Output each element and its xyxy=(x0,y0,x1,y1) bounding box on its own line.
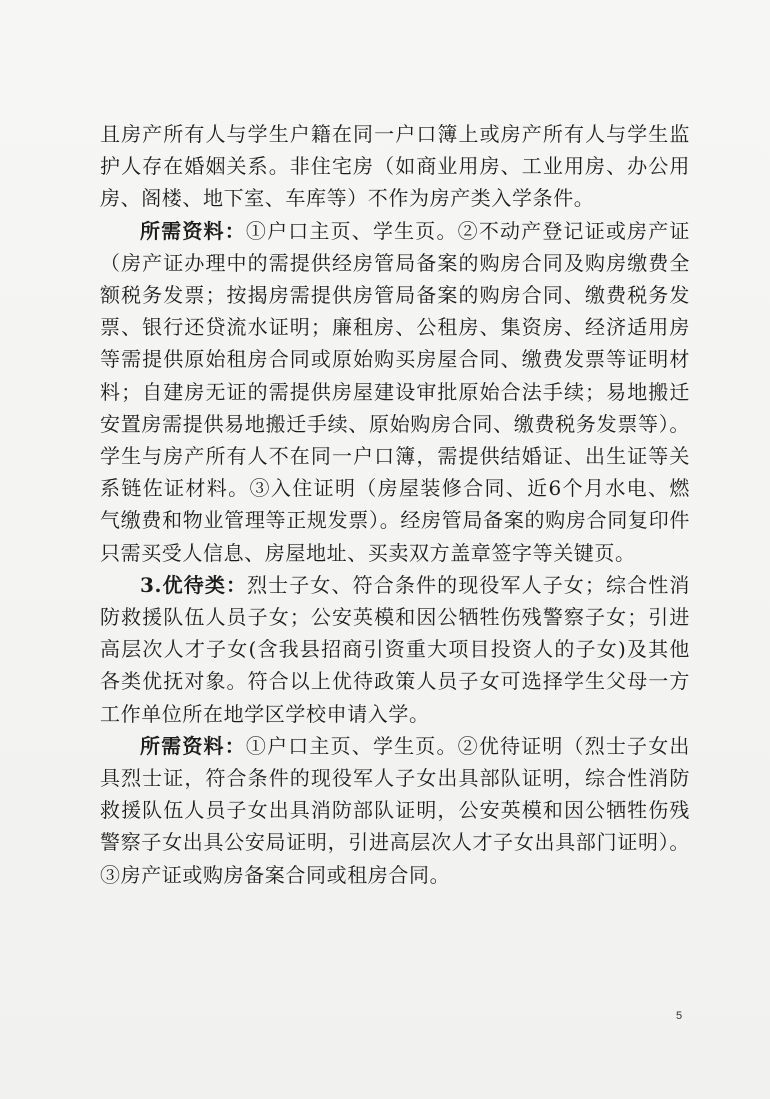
paragraph-text: ①户口主页、学生页。②不动产登记证或房产证（房产证办理中的需提供经房管局备案的购房合同及购房缴费全额税务发票；按揭房需提供房管局备案的购房合同、缴费税务发票、银行还贷流水证明；廉租房、公租房、集资房、经济适用房等需提供原始租房合同或原始购买房屋合同、缴费发票等证明材料；自建房无证的需提供房屋建设审批原始合法手续；易地搬迁安置房需提供易地搬迁手续、原始购房合同、缴费税务发票等）。学生与房产所有人不在同一户口簿，需提供结婚证、出生证等关系链佐证材料。③入住证明（房屋装修合同、近6个月水电、燃气缴费和物业管理等正规发票）。经房管局备案的购房合同复印件只需买受人信息、房屋地址、买卖双方盖章签字等关键页。 xyxy=(100,218,691,565)
paragraph-required-materials-preferential xyxy=(100,730,690,891)
paragraph-text: ①户口主页、学生页。②优待证明（烈士子女出具烈士证，符合条件的现役军人子女出具部队证明，综合性消防救援队伍人员子女出具消防部队证明，公安英模和因公牺牲伤残警察子女出具公安局证明，引进高层次人才子女出具部门证明）。③房产证或购房备案合同或租房合同。 xyxy=(100,733,691,887)
paragraph-label: 3.优待类： xyxy=(140,572,248,597)
paragraph-required-materials-housing xyxy=(100,215,690,569)
paragraph-label: 所需资料： xyxy=(140,733,246,758)
paragraph-text: 且房产所有人与学生户籍在同一户口簿上或房产所有人与学生监护人存在婚姻关系。非住宅房（如商业用房、工业用房、办公用房、阁楼、地下室、车库等）不作为房产类入学条件。 xyxy=(100,122,690,211)
page-number: 5 xyxy=(676,1010,683,1022)
paragraph-text: 烈士子女、符合条件的现役军人子女；综合性消防救援队伍人员子女；公安英模和因公牺牲伤残警察子女；引进高层次人才子女(含我县招商引资重大项目投资人的子女)及其他各类优抚对象。符合以上优待政策人员子女可选择学生父母一方工作单位所在地学区学校申请入学。 xyxy=(100,572,690,726)
paragraph-housing-conditions xyxy=(100,118,690,215)
paragraph-preferential-category xyxy=(100,569,690,730)
document-body xyxy=(100,118,690,891)
paragraph-label: 所需资料： xyxy=(140,218,246,243)
